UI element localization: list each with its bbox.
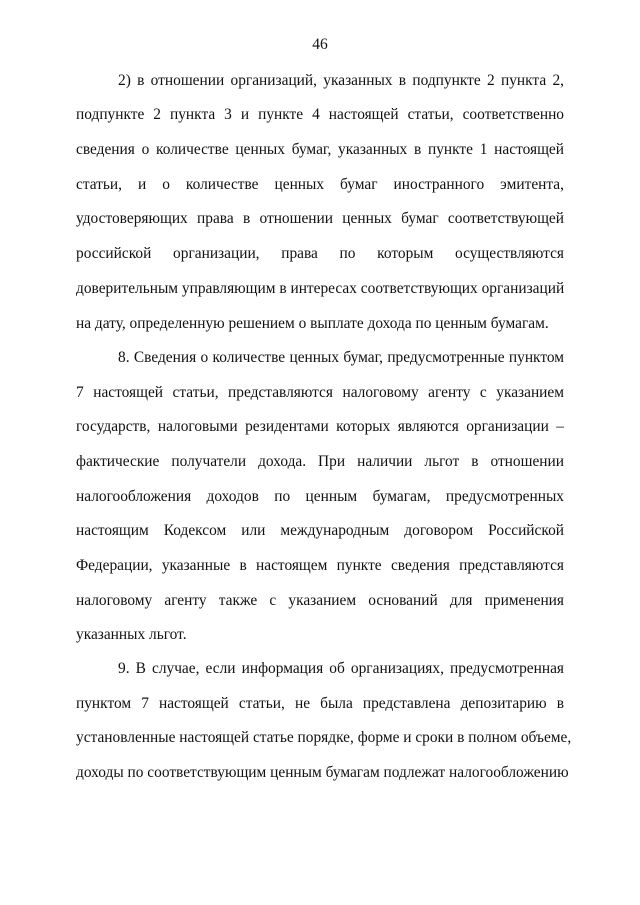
text-line: доверительным управляющим в интересах соответствующих организаций [76,280,565,297]
text-line: пунктом 7 настоящей статьи, не была представлена депозитарию в [76,695,564,712]
text-line: доходы по соответствующим ценным бумагам подлежат налогообложению [76,764,569,781]
text-line: 7 настоящей статьи, представляются налоговому агенту с указанием [76,384,564,401]
text-line: налогообложения доходов по ценным бумагам, предусмотренных [76,488,564,505]
page-number: 46 [312,36,328,53]
text-line: фактические получатели дохода. При наличии льгот в отношении [76,453,564,470]
text-line: 8. Сведения о количестве ценных бумаг, предусмотренные пунктом [118,349,564,366]
text-line: установленные настоящей статье порядке, форме и сроки в полном объеме, [76,729,572,746]
text-line: настоящим Кодексом или международным договором Российской [76,522,564,539]
text-line: 9. В случае, если информация об организациях, предусмотренная [118,660,564,677]
text-line: государств, налоговыми резидентами которых являются организации – [76,418,564,435]
text-line: российской организации, права по которым осуществляются [76,245,564,262]
text-line: 2) в отношении организаций, указанных в подпункте 2 пункта 2, [118,72,564,89]
text-line: подпункте 2 пункта 3 и пункте 4 настоящей статьи, соответственно [76,106,564,123]
text-line: на дату, определенную решением о выплате дохода по ценным бумагам. [76,315,549,332]
text-line: сведения о количестве ценных бумаг, указанных в пункте 1 настоящей [76,141,564,158]
text-line: налоговому агенту также с указанием оснований для применения [76,592,564,609]
text-line: статьи, и о количестве ценных бумаг иностранного эмитента, [76,176,564,193]
text-line: удостоверяющих права в отношении ценных бумаг соответствующей [76,210,564,227]
text-line: Федерации, указанные в настоящем пункте сведения представляются [76,557,564,574]
text-line: указанных льгот. [76,626,187,643]
